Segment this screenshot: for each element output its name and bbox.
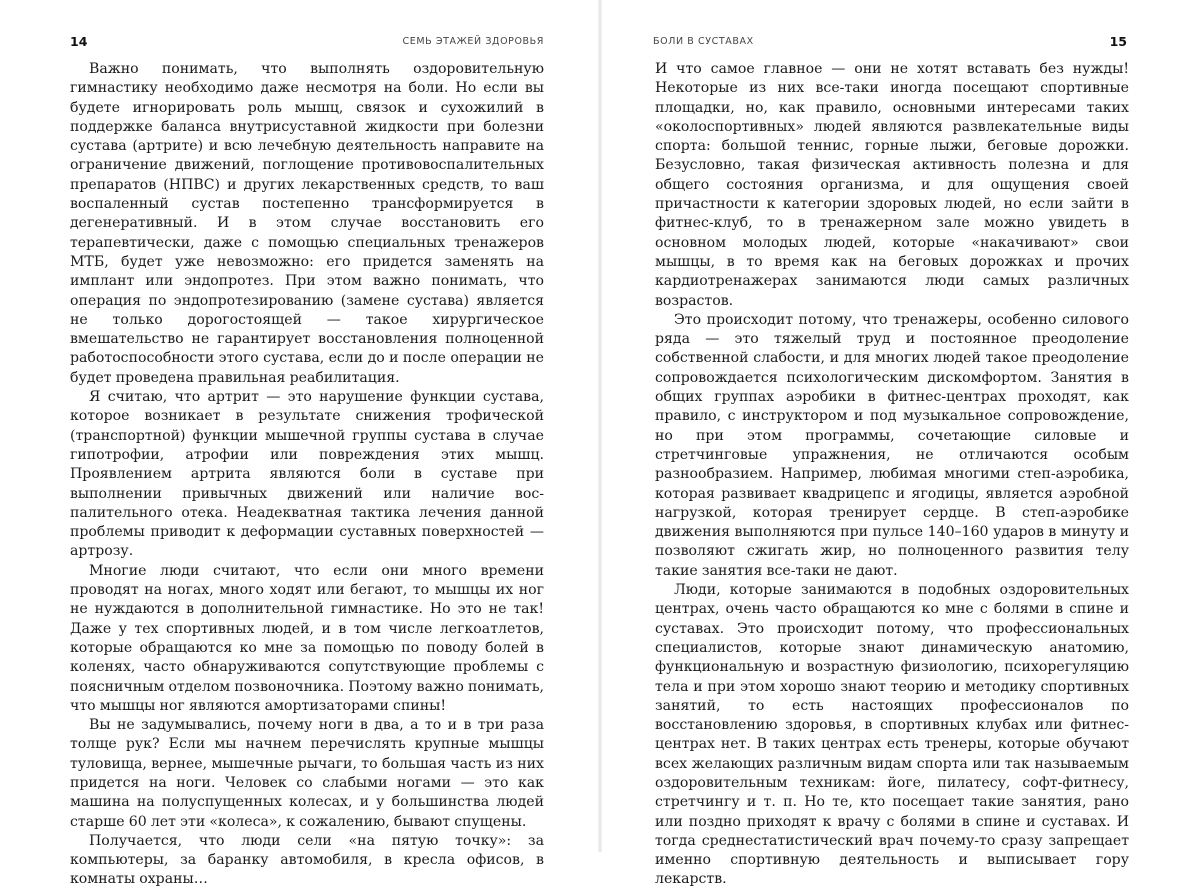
running-header: БОЛИ В СУСТАВАХ — [653, 36, 754, 47]
body-text — [70, 60, 544, 890]
right-page — [601, 0, 1201, 888]
paragraph: Получается, что люди сели «на пятую точку»: за компьютеры, за баранку автомобиля, в кресла офисов, в комнаты охраны… — [70, 832, 544, 888]
paragraph: Я считаю, что артрит — это нарушение функции сустава, которое возникает в результате снижения трофической (транспортной) функции мышечной группы сустава в случае гипотрофии, атрофии или повреждения этих мышц. Проявлением артрита являются боли в суставе при выполнении привычных движений или наличие воспалительного отека. Неадекватная тактика лечения данной проблемы приводит к деформации суставных поверхностей — артрозу. — [70, 389, 544, 560]
left-page — [0, 0, 600, 888]
paragraph: Многие люди считают, что если они много времени проводят на ногах, много ходят или бегают, то мышцы их ног не нуждаются в дополнительной гимнастике. Но это не так! Даже у тех спортивных людей, и в том числе легкоатлетов, которые обращаются ко мне за помощью по поводу болей в коленях, часто обнаруживаются сопутствующие проблемы с поясничным отделом позвоночника. Поэтому важно понимать, что мышцы ног являются амортизаторами спины! — [70, 562, 544, 714]
paragraph: Люди, которые занимаются в подобных оздоровительных центрах, очень часто обращаются ко мне с болями в спине и суставах. Это происходит потому, что профессиональных специалистов, которые знают динамическую анатомию, функциональную и возрастную физиологию, психорегуляцию тела и при этом хорошо знают теорию и методику спортивных занятий, то есть настоящих профессионалов по восстановлению здоровья, в спортивных клубах или фитнес-центрах нет. В таких центрах есть тренеры, которые обучают всех желающих различным видам спорта или так называемым оздоровительным техникам: йоге, пилатесу, софт-фитнесу, стретчингу и т. п. Но те, кто посещает такие занятия, рано или поздно приходят к врачу с болями в спине и суставах. И тогда среднестатистический врач почему-то сразу запрещает именно спортивную деятельность и выписывает гору лекарств. — [655, 582, 1129, 888]
page-number: 15 — [1109, 34, 1127, 49]
paragraph: Вы не задумывались, почему ноги в два, а то и в три раза толще рук? Если мы начнем перечислять крупные мышцы туловища, вернее, мышечные рычаги, то большая часть из них придется на ноги. Человек со слабыми ногами — это как машина на полуспущенных колесах, и у большинства людей старше 60 лет эти «колеса», к сожалению, бывают спущены. — [70, 717, 544, 830]
running-header: СЕМЬ ЭТАЖЕЙ ЗДОРОВЬЯ — [402, 36, 544, 47]
paragraph: Это происходит потому, что тренажеры, особенно силового ряда — это тяжелый труд и постоянное преодоление собственной слабости, и для многих людей такое преодоление сопровождается психологическим дискомфортом. Занятия в общих группах аэробики в фитнес-центрах проходят, как правило, с инструктором и под музыкальное сопровождение, но при этом программы, сочетающие силовые и стретчинговые упражнения, не отличаются особым разнообразием. Например, любимая многими степ-аэробика, которая развивает квадрицепс и ягодицы, является аэробной нагрузкой, которая тренирует сердце. В степ-аэробике движения выполняются при пульсе 140–160 ударов в минуту и позволяют сжигать жир, но полноценного развития телу такие занятия все-таки не дают. — [655, 311, 1129, 579]
paragraph: И что самое главное — они не хотят вставать без нужды! Некоторые из них все-таки иногда посещают спортивные площадки, но, как правило, основными интересами таких «околоспортивных» людей являются развлекательные виды спорта: большой теннис, горные лыжи, беговые дорожки. Безусловно, такая физическая активность полезна и для общего состояния организма, и для ощущения своей причастности к категории здоровых людей, но если зайти в фитнес-клуб, то в тренажерном зале можно увидеть в основном молодых людей, которые «накачивают» свои мышцы, в то время как на беговых дорожках и прочих кардиотренажерах занимаются люди самых различных возрастов. — [655, 61, 1129, 309]
paragraph: Важно понимать, что выполнять оздоровительную гимнастику необходимо даже несмотря на боли. Но если вы будете игнорировать роль мышц, связок и сухожилий в поддержке баланса внутрисуставной жидкости при болезни сустава (артрите) и всю лечебную деятельность направите на ограничение движений, поглощение противовоспалительных препаратов (НПВС) и других лекарственных средств, то ваш воспаленный сустав постепенно трансформируется в дегенеративный. И в этом случае восстановить его терапевтически, даже с помощью специальных тренажеров МТБ, будет уже невозможно: его придется заменять на имплант или эндопротез. При этом важно понимать, что операция по эндопротезированию (замене сустава) является не только дорогостоящей — такое хирургическое вмешательство не гарантирует восстановления полноценной работоспособности этого сустава, если до и после операции не будет проведена правильная реабилитация. — [70, 61, 544, 386]
page-number: 14 — [70, 34, 88, 49]
body-text — [655, 60, 1129, 890]
